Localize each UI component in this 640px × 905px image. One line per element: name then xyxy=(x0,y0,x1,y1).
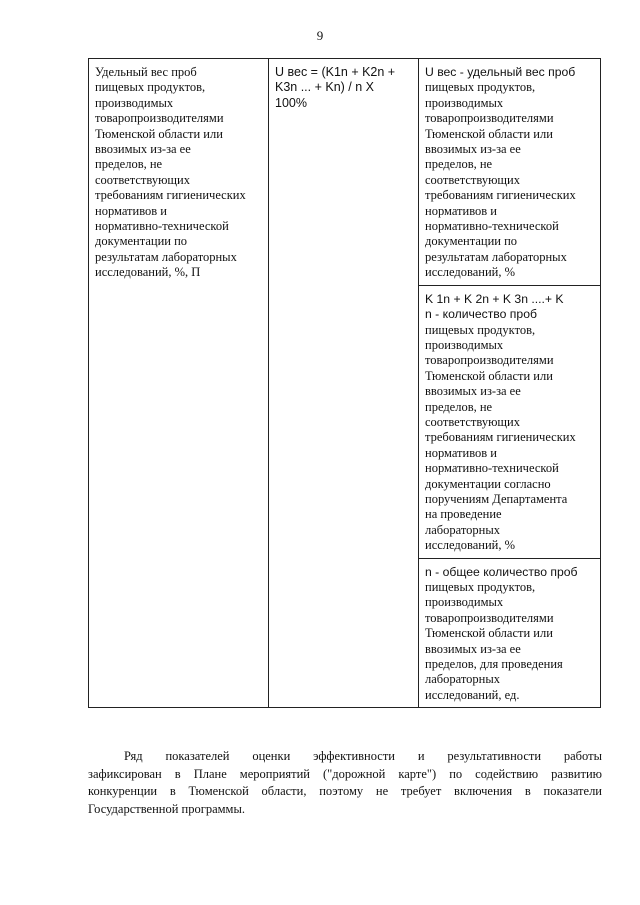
indicator-name-line: Тюменской области или xyxy=(95,126,223,141)
paragraph-line: Ряд показателей оценки эффективности и результативности работы xyxy=(124,749,602,763)
definition-line: товаропроизводителями xyxy=(425,111,554,126)
definition-line: исследований, % xyxy=(425,538,516,553)
definition-line: результатам лабораторных xyxy=(425,249,567,264)
definition-line: документации согласно xyxy=(425,476,551,491)
indicator-name-line: соответствующих xyxy=(95,172,190,187)
definition-cell xyxy=(419,59,601,286)
definition-line: производимых xyxy=(425,595,504,610)
indicators-table xyxy=(88,58,601,708)
definition-line: K 1n + K 2n + K 3n ....+ K xyxy=(425,291,564,306)
definition-line: исследований, % xyxy=(425,265,516,280)
definition-line: требованиям гигиенических xyxy=(425,188,576,203)
definition-line: поручениям Департамента xyxy=(425,491,568,506)
footer-paragraph xyxy=(88,748,602,818)
indicator-name-line: результатам лабораторных xyxy=(95,249,237,264)
definition-line: U вес - удельный вес проб xyxy=(425,65,576,79)
indicator-name-line: производимых xyxy=(95,95,174,110)
definition-line: производимых xyxy=(425,337,504,352)
indicator-name-line: требованиям гигиенических xyxy=(95,188,246,203)
definition-line: лабораторных xyxy=(425,522,501,537)
definition-line: товаропроизводителями xyxy=(425,353,554,368)
definition-line: лабораторных xyxy=(425,672,501,687)
formula-line: 100% xyxy=(275,95,307,110)
indicator-name-line: пределов, не xyxy=(95,157,163,172)
indicator-name-line: исследований, %, П xyxy=(95,265,201,280)
indicator-name-line: нормативно-технической xyxy=(95,219,229,234)
definition-line: пищевых продуктов, xyxy=(425,322,536,337)
indicator-name-line: ввозимых из-за ее xyxy=(95,142,191,157)
definition-line: нормативно-технической xyxy=(425,461,559,476)
definition-line: соответствующих xyxy=(425,414,520,429)
formula-line: U вес = (K1n + K2n + xyxy=(275,65,396,79)
indicator-name-line: нормативов и xyxy=(95,203,167,218)
definition-line: нормативов и xyxy=(425,203,497,218)
indicator-name-line: пищевых продуктов, xyxy=(95,80,206,95)
paragraph-line: конкуренции в Тюменской области, поэтому не требует включения в показатели xyxy=(88,784,602,798)
definition-line: пределов, не xyxy=(425,157,493,172)
definition-line: товаропроизводителями xyxy=(425,610,554,625)
definition-line: ввозимых из-за ее xyxy=(425,641,521,656)
indicator-name-line: товаропроизводителями xyxy=(95,111,224,126)
definition-line: нормативно-технической xyxy=(425,219,559,234)
definition-line: ввозимых из-за ее xyxy=(425,384,521,399)
definition-line: соответствующих xyxy=(425,172,520,187)
definition-line: требованиям гигиенических xyxy=(425,430,576,445)
definition-line: исследований, ед. xyxy=(425,687,520,702)
definition-line: n - количество проб xyxy=(425,307,537,322)
definition-line: документации по xyxy=(425,234,518,249)
paragraph-line: Государственной программы. xyxy=(88,801,245,816)
definition-line: производимых xyxy=(425,95,504,110)
table-row xyxy=(89,59,601,286)
indicator-name-line: Удельный вес проб xyxy=(95,65,197,79)
formula-line: K3n ... + Kn) / n X xyxy=(275,80,375,95)
definition-line: ввозимых из-за ее xyxy=(425,142,521,157)
paragraph-line: зафиксирован в Плане мероприятий ("дорожной карте") по содействию развитию xyxy=(88,766,602,781)
definition-cell xyxy=(419,285,601,558)
definition-line: нормативов и xyxy=(425,445,497,460)
definition-line: пределов, для проведения xyxy=(425,657,563,672)
indicator-name-cell xyxy=(89,59,269,708)
definition-line: n - общее количество проб xyxy=(425,564,578,579)
definition-cell xyxy=(419,558,601,708)
definition-line: на проведение xyxy=(425,507,502,522)
indicator-name-line: документации по xyxy=(95,234,188,249)
definition-line: пределов, не xyxy=(425,399,493,414)
definition-line: пищевых продуктов, xyxy=(425,580,536,594)
page-number: 9 xyxy=(316,28,324,43)
definition-line: пищевых продуктов, xyxy=(425,80,536,95)
definition-line: Тюменской области или xyxy=(425,626,553,641)
formula-cell xyxy=(269,59,419,708)
definition-line: Тюменской области или xyxy=(425,126,553,141)
definition-line: Тюменской области или xyxy=(425,368,553,383)
